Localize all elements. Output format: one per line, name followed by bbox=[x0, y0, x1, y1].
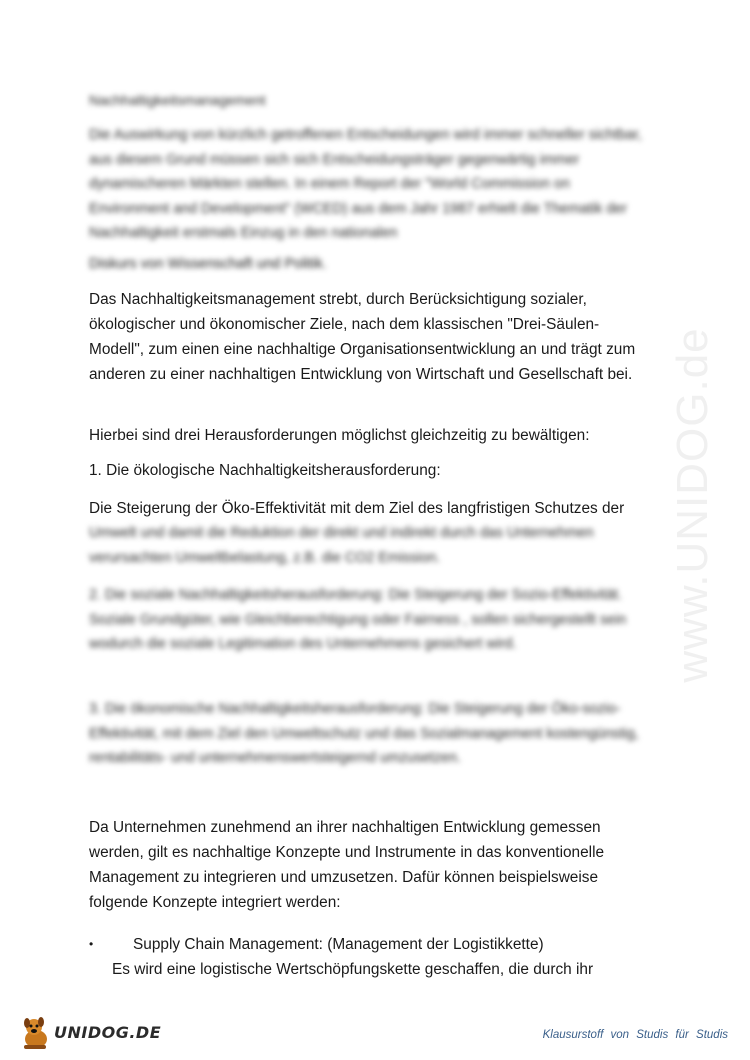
paragraph-challenges: Hierbei sind drei Herausforderungen möglichst gleichzeitig zu bewältigen: bbox=[89, 427, 590, 444]
document-title: Nachhaltigkeitsmanagement bbox=[89, 92, 266, 108]
logo-text: UNIDOG.DE bbox=[54, 1023, 162, 1042]
unidog-logo bbox=[20, 1013, 162, 1053]
paragraph-intro: Die Auswirkung von kürzlich getroffenen Entscheidungen wird immer schneller sichtbar, aus diesem Grund müssen sich sich Entscheidungsträger gegenwärtig immer dynamischeren Märkten stellen. In einem Report der "World Commission on Environment and Development" (WCED) aus dem Jahr 1987 erhielt die Thematik der Nachhaltigkeit erstmals Einzug in den nationalen bbox=[89, 127, 642, 241]
watermark bbox=[668, 280, 718, 730]
heading-ecological-challenge: 1. Die ökologische Nachhaltigkeitsherausforderung: bbox=[89, 462, 441, 479]
footer-tagline: Klausurstoff von Studis für Studis bbox=[542, 1029, 728, 1041]
watermark-text: www.UNIDOG.de bbox=[668, 327, 717, 683]
paragraph-social-challenge: 2. Die soziale Nachhaltigkeitsherausforderung: Die Steigerung der Sozio-Effektivität. Soziale Grundgüter, wie Gleichberechtigung oder Fairness , sollen sichergestellt sein wodurch die soziale Legitimation des Unternehmens gesichert wird. bbox=[89, 587, 627, 652]
paragraph-concepts: Da Unternehmen zunehmend an ihrer nachhaltigen Entwicklung gemessen werden, gilt es nachhaltige Konzepte und Instrumente in das konventionelle Management zu integrieren und umzusetzen. Dafür können beispielsweise folgende Konzepte integriert werden: bbox=[89, 819, 605, 911]
bullet-supply-chain-cont: Es wird eine logistische Wertschöpfungskette geschaffen, die durch ihr bbox=[112, 961, 594, 978]
paragraph-economic-challenge: 3. Die ökonomische Nachhaltigkeitsherausforderung: Die Steigerung der Öko-sozio- Effektivität, mit dem Ziel den Umweltschutz und das Sozialmanagement kostengünstig, rentabilitäts- und unternehmenswertsteigernd umzusetzen. bbox=[89, 701, 639, 766]
paragraph-intro-tail: Diskurs von Wissenschaft und Politik. bbox=[89, 256, 327, 272]
bullet-icon: • bbox=[89, 937, 94, 951]
paragraph-eco-effectiveness: Die Steigerung der Öko-Effektivität mit dem Ziel des langfristigen Schutzes der bbox=[89, 500, 625, 517]
paragraph-eco-effectiveness-cont: Umwelt und damit die Reduktion der direkt und indirekt durch das Unternehmen verursachten Umweltbelastung, z.B. die CO2 Emission. bbox=[89, 525, 594, 566]
dog-icon bbox=[20, 1015, 54, 1051]
bullet-supply-chain: Supply Chain Management: (Management der Logistikkette) bbox=[133, 936, 544, 953]
paragraph-three-pillars: Das Nachhaltigkeitsmanagement strebt, durch Berücksichtigung sozialer, ökologischer und ökonomischer Ziele, nach dem klassischen "Drei-Säulen-Modell", zum einen eine nachhaltige Organisationsentwicklung an und trägt zum anderen zu einer nachhaltigen Entwicklung von Wirtschaft und Gesellschaft bei. bbox=[89, 291, 636, 383]
